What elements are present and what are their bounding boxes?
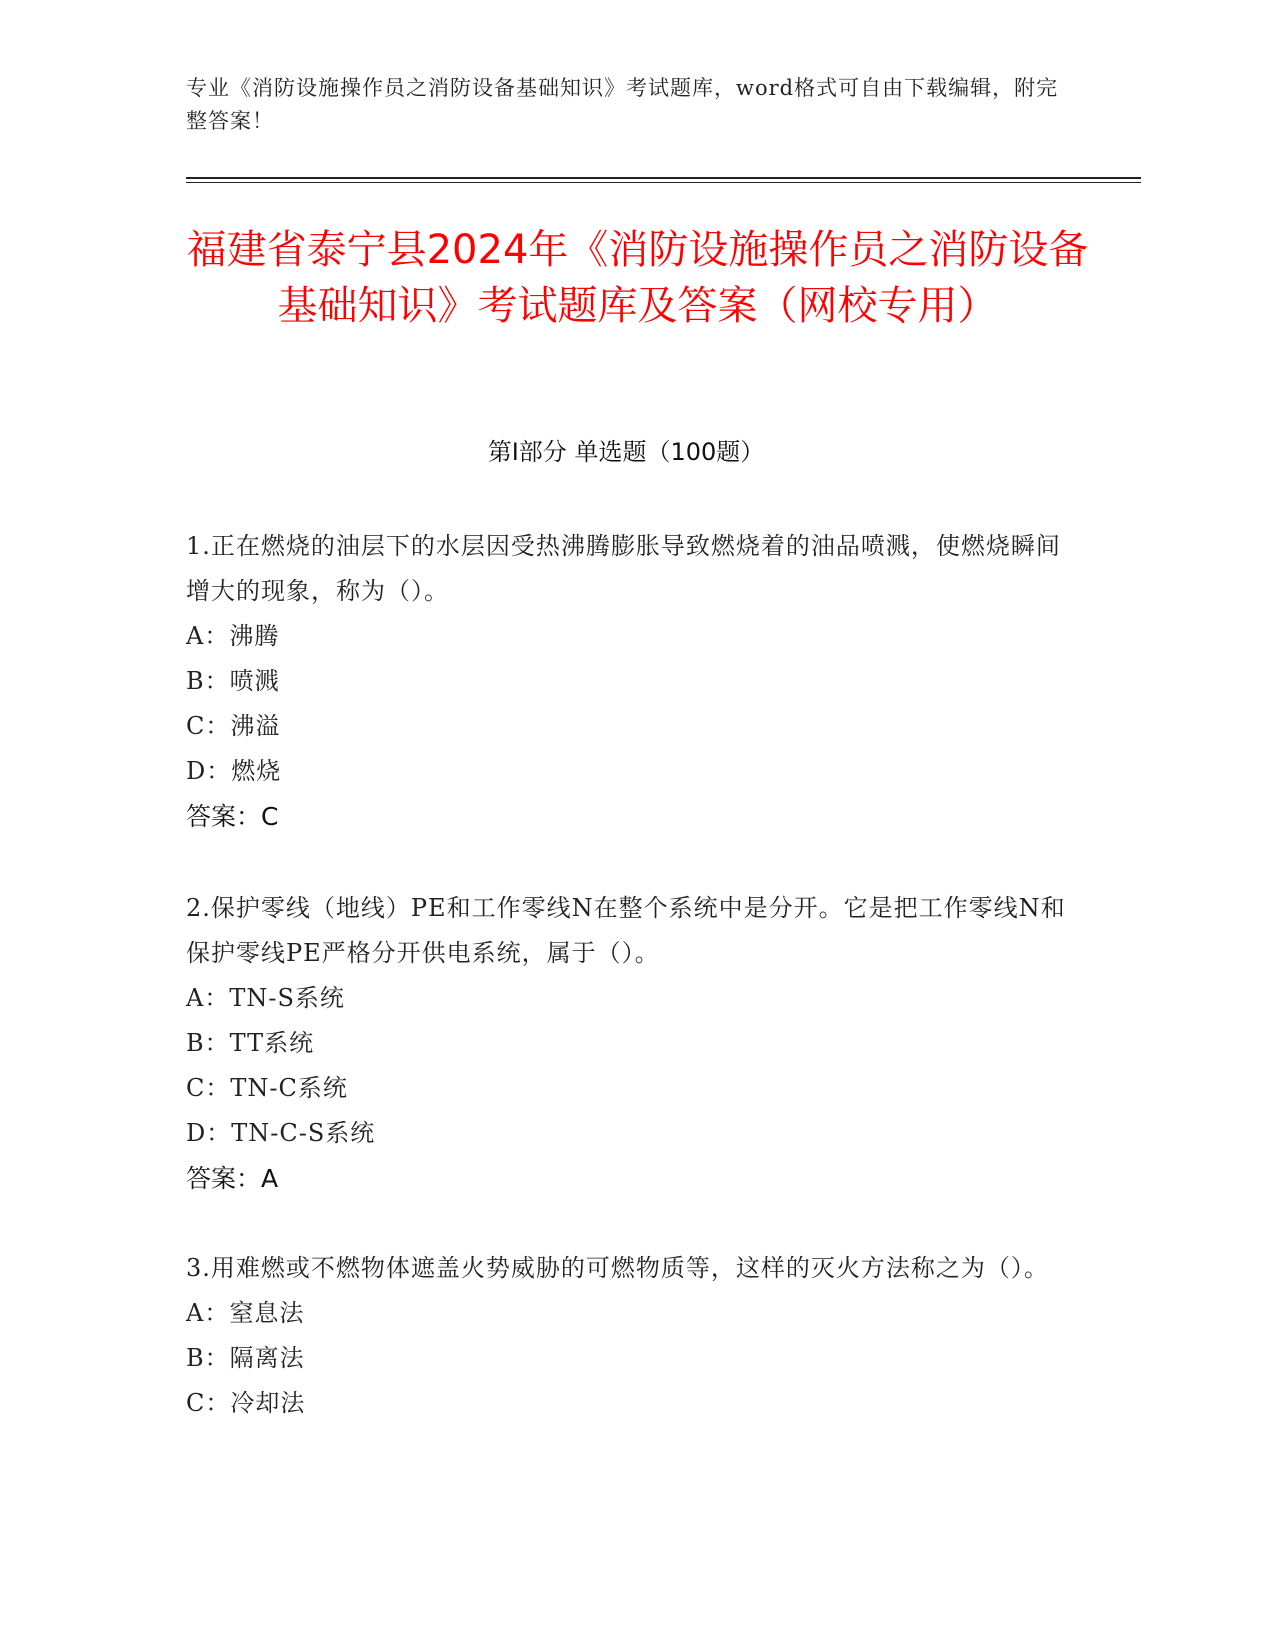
option-c: C：沸溢: [186, 712, 281, 740]
option-b: B：喷溅: [186, 667, 280, 695]
header-note: 专业《消防设施操作员之消防设备基础知识》考试题库，word格式可自由下载编辑，附完整答案！: [186, 76, 1059, 133]
question-stem: 1.正在燃烧的油层下的水层因受热沸腾膨胀导致燃烧着的油品喷溅，使燃烧瞬间增大的现象，称为（）。: [186, 532, 1061, 605]
option-d: D：燃烧: [186, 757, 282, 785]
option-c: C：TN-C系统: [186, 1074, 348, 1102]
option-a: A：窒息法: [186, 1299, 305, 1327]
question-stem: 3.用难燃或不燃物体遮盖火势威胁的可燃物质等，这样的灭火方法称之为（）。: [186, 1254, 1049, 1282]
question-3: [186, 1246, 1066, 1426]
option-a: A：TN-S系统: [186, 984, 345, 1012]
document-title: 福建省泰宁县2024年《消防设施操作员之消防设备基础知识》考试题库及答案（网校专用）: [186, 227, 1089, 329]
option-c: C：冷却法: [186, 1389, 306, 1417]
question-stem: 2.保护零线（地线）PE和工作零线N在整个系统中是分开。它是把工作零线N和保护零线PE严格分开供电系统，属于（）。: [186, 894, 1066, 967]
section-heading: 第I部分 单选题（100题）: [487, 438, 765, 466]
option-a: A：沸腾: [186, 622, 280, 650]
header-rule-thick: [186, 177, 1141, 179]
header-rule-thin: [186, 182, 1141, 183]
option-b: B：隔离法: [186, 1344, 305, 1372]
question-2: [186, 886, 1066, 1201]
option-d: D：TN-C-S系统: [186, 1119, 376, 1147]
option-b: B：TT系统: [186, 1029, 315, 1057]
answer: 答案：A: [186, 1164, 279, 1193]
question-1: [186, 524, 1066, 839]
answer: 答案：C: [186, 802, 279, 831]
